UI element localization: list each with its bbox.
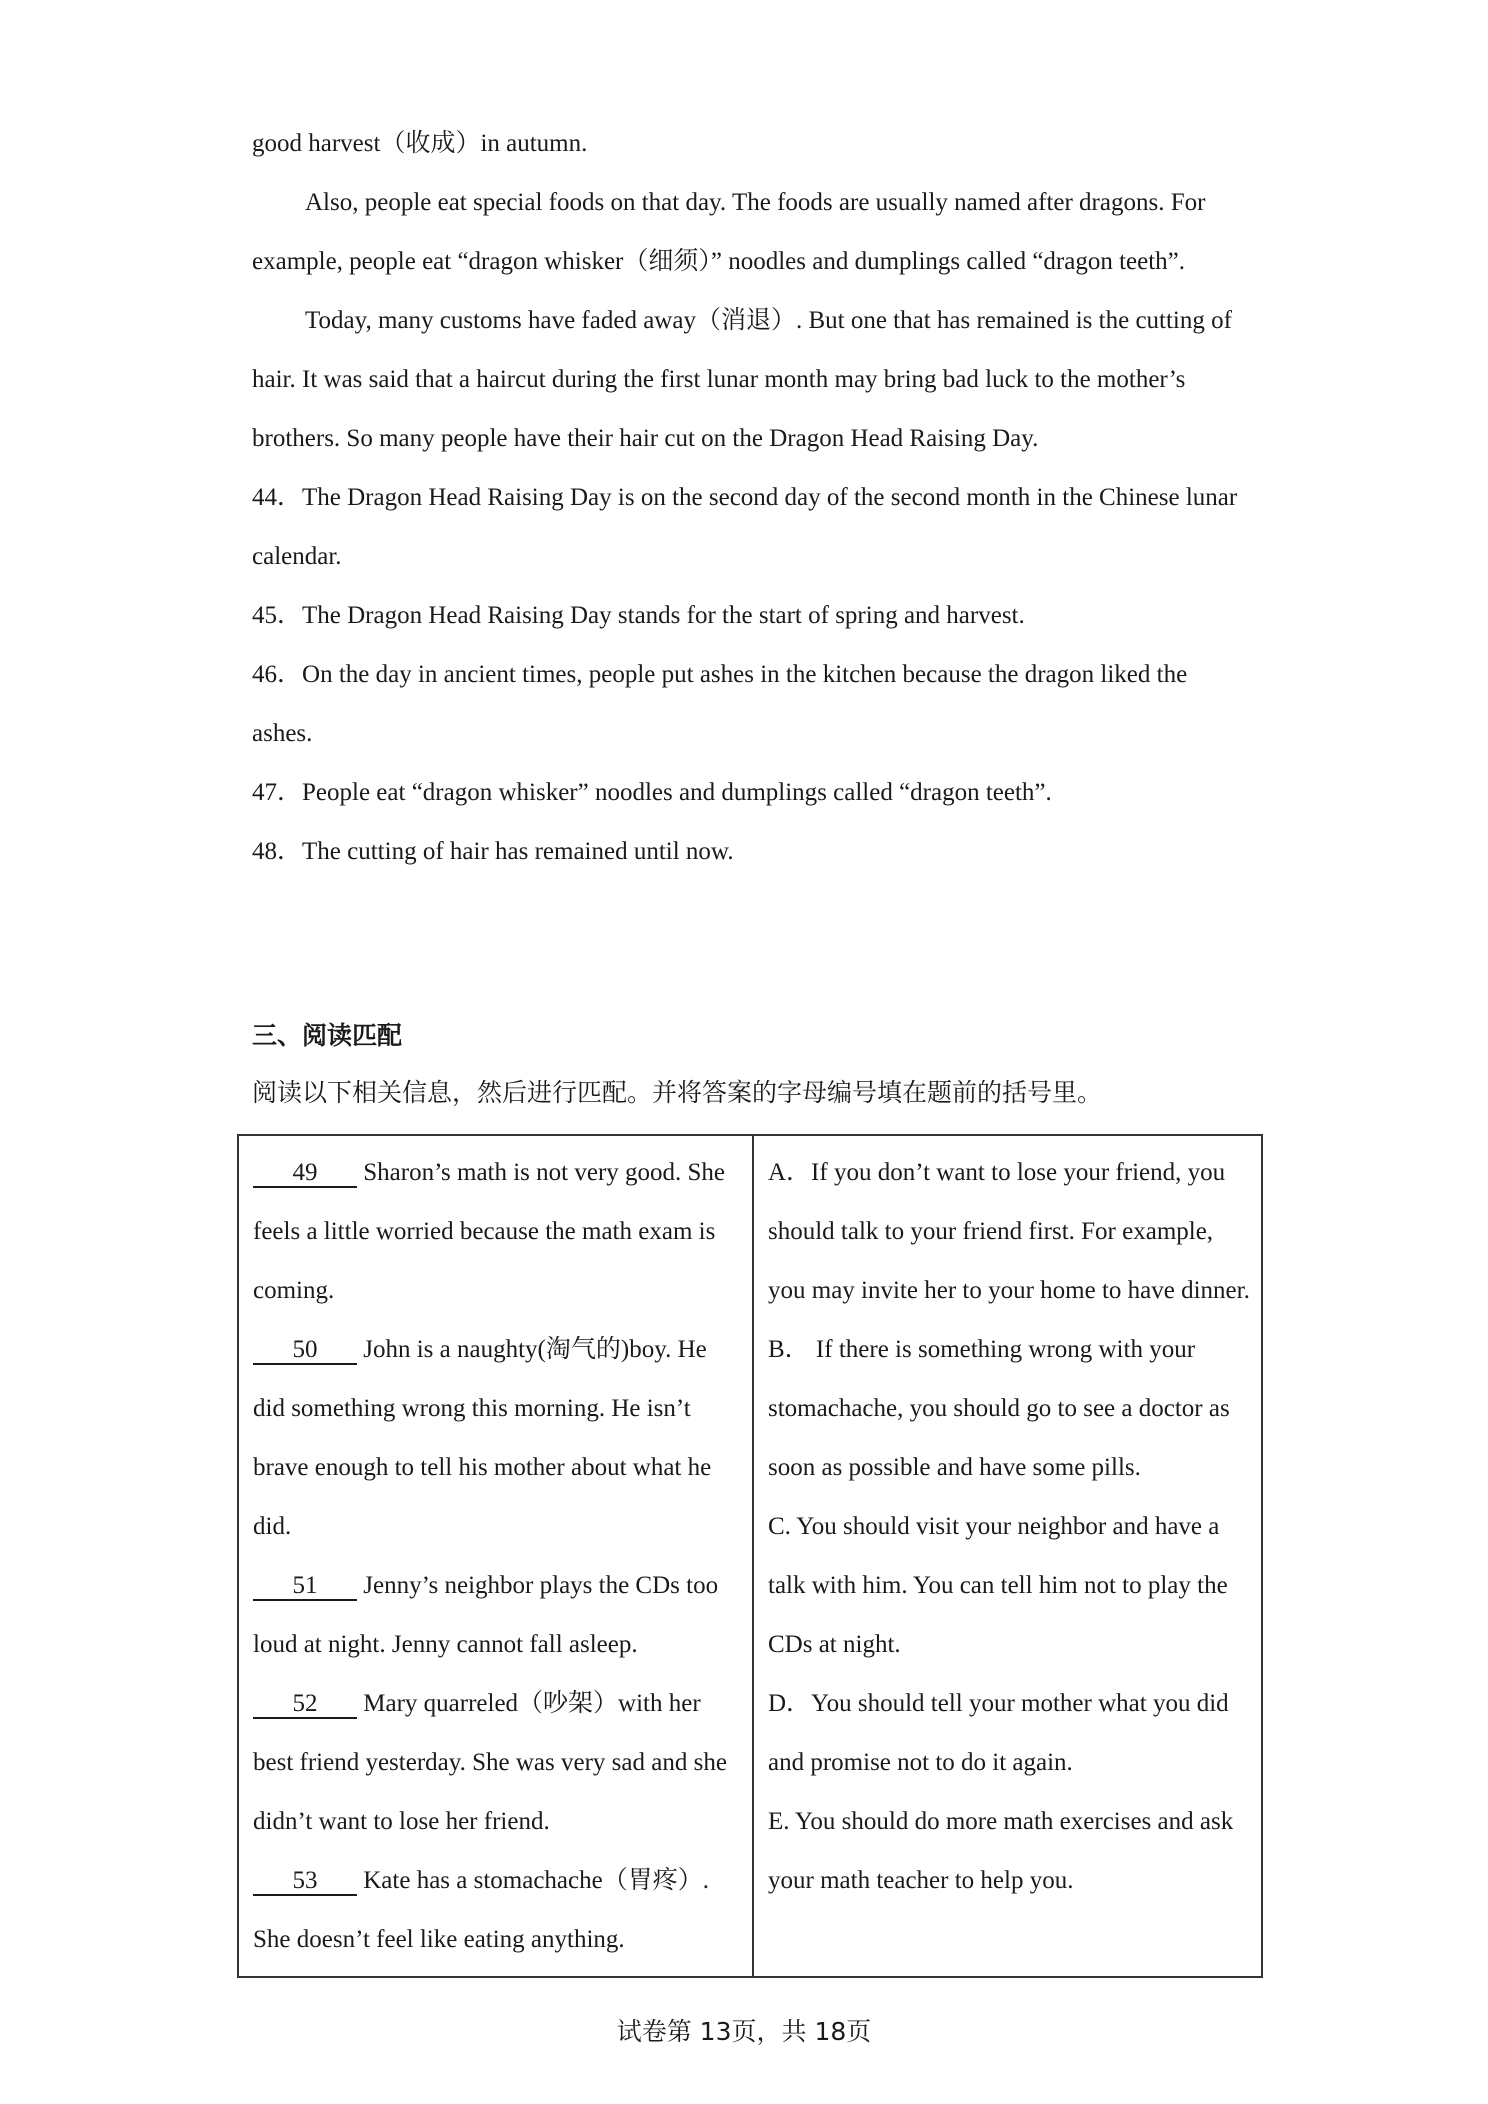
statement-46: 46．On the day in ancient times, people put ashes in the kitchen because the dragon liked the ashes. (252, 661, 1188, 747)
answer-blank-49[interactable]: 49 (253, 1160, 357, 1188)
statement-44: 44．The Dragon Head Raising Day is on the second day of the second month in the Chinese lunar calendar. (252, 484, 1238, 570)
option-c: C. You should visit your neighbor and have a talk with him. You can tell him not to play the CDs at night. (768, 1513, 1228, 1658)
statement-48: 48．The cutting of hair has remained until now. (252, 838, 734, 865)
page-footer: 试卷第 13页，共 18页 (616, 2017, 872, 2046)
question-49: 49 Sharon’s math is not very good. She feels a little worried because the math exam is coming. (253, 1159, 726, 1304)
section-title: 三、阅读匹配 (252, 1021, 403, 1050)
matching-table (237, 1134, 1263, 1978)
options-column (754, 1136, 1261, 1976)
option-d: D．You should tell your mother what you did and promise not to do it again. (768, 1690, 1229, 1776)
passage-paragraph-foods: Also, people eat special foods on that day. The foods are usually named after dragons. For example, people eat “dragon whisker（细须）” noodles and dumplings called “dragon teeth”. (252, 189, 1206, 275)
section-instruction: 阅读以下相关信息，然后进行匹配。并将答案的字母编号填在题前的括号里。 (252, 1078, 1103, 1107)
question-51: 51 Jenny’s neighbor plays the CDs too loud at night. Jenny cannot fall asleep. (253, 1572, 719, 1658)
questions-column (239, 1136, 754, 1976)
answer-blank-50[interactable]: 50 (253, 1337, 357, 1365)
answer-blank-51[interactable]: 51 (253, 1573, 357, 1601)
question-50: 50 John is a naughty(淘气的)boy. He did something wrong this morning. He isn’t brave enough to tell his mother about what he did. (253, 1336, 712, 1540)
option-a: A．If you don’t want to lose your friend, you should talk to your friend first. For example, you may invite her to your home to have dinner. (768, 1159, 1250, 1304)
question-53: 53 Kate has a stomachache（胃疼）. She doesn’t feel like eating anything. (253, 1867, 709, 1953)
answer-blank-52[interactable]: 52 (253, 1691, 357, 1719)
passage (252, 114, 1252, 881)
passage-paragraph-customs: Today, many customs have faded away（消退）. But one that has remained is the cutting of hair. It was said that a haircut during the first lunar month may bring bad luck to the mother’s brothers. So many people have their hair cut on the Dragon Head Raising Day. (252, 307, 1232, 452)
question-52: 52 Mary quarreled（吵架）with her best friend yesterday. She was very sad and she didn’t want to lose her friend. (253, 1690, 727, 1835)
option-b: B． If there is something wrong with your stomachache, you should go to see a doctor as soon as possible and have some pills. (768, 1336, 1230, 1481)
statement-47: 47．People eat “dragon whisker” noodles and dumplings called “dragon teeth”. (252, 779, 1052, 806)
answer-blank-53[interactable]: 53 (253, 1868, 357, 1896)
option-e: E. You should do more math exercises and ask your math teacher to help you. (768, 1808, 1234, 1894)
passage-line-top: good harvest（收成）in autumn. (252, 130, 588, 157)
statement-45: 45．The Dragon Head Raising Day stands for the start of spring and harvest. (252, 602, 1025, 629)
